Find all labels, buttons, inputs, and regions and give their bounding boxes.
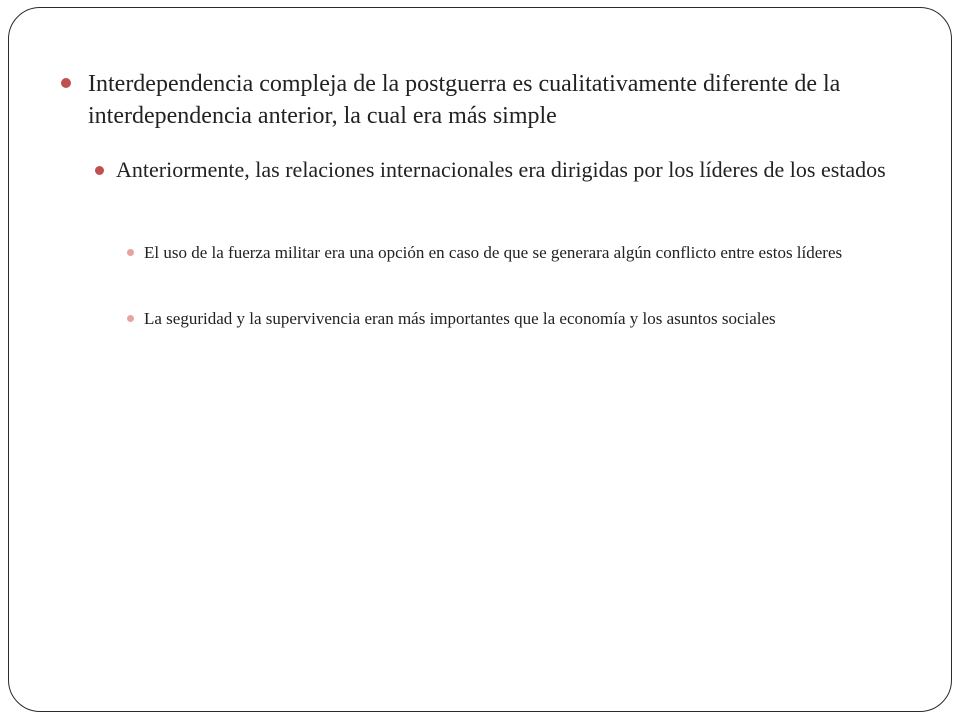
bullet-dot-icon <box>127 315 134 322</box>
bullet-level3-text: El uso de la fuerza militar era una opción en caso de que se generara algún conflicto entre estos líderes <box>144 243 843 262</box>
bullet-level2-text: Anteriormente, las relaciones internacionales era dirigidas por los líderes de los estados <box>116 157 886 182</box>
bullet-level1-text: Interdependencia compleja de la postguerra es cualitativamente diferente de la interdependencia anterior, la cual era más simple <box>88 71 841 129</box>
bullet-dot-icon <box>61 78 71 88</box>
bullet-dot-icon <box>127 249 134 256</box>
bullet-dot-icon <box>95 166 104 175</box>
bullet-level3-text: La seguridad y la supervivencia eran más importantes que la economía y los asuntos sociales <box>144 309 776 328</box>
